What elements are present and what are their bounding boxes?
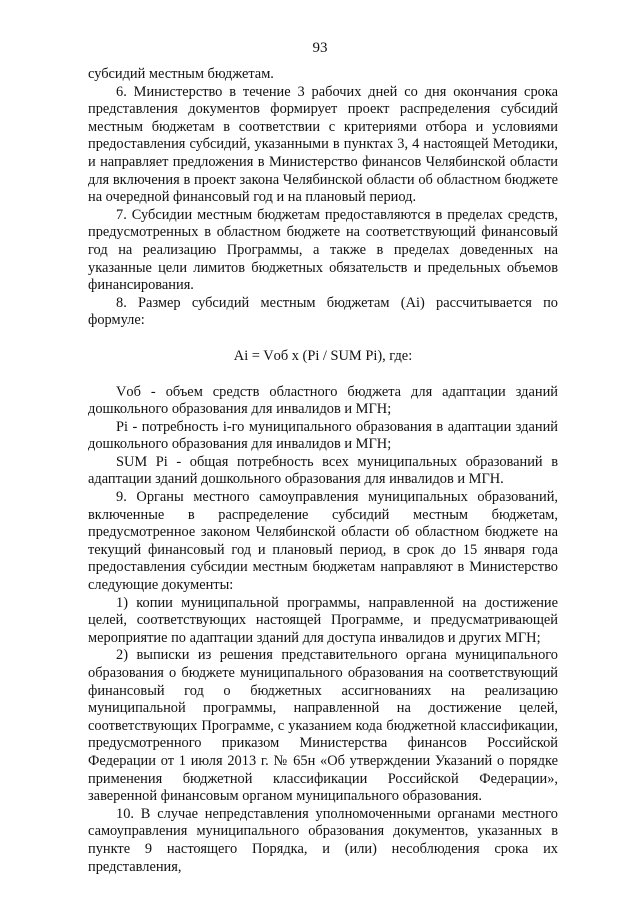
list-item-2: 2) выписки из решения представительного органа муниципального образования о бюджете муниципального образования на соответствующий финансовый год о бюджетных ассигнованиях на реализацию муниципальной программы, направленной на достижение целей, соответствующих Программе, с указанием кода бюджетной классификации, предусмотренного приказом Министерства финансов Российской Федерации от 1 июля 2013 г. № 65н «Об утверждении Указаний о порядке применения бюджетной классификации Российской Федерации», заверенной финансовым органом муниципального образования. xyxy=(88,647,558,805)
paragraph-10: 10. В случае непредставления уполномоченными органами местного самоуправления муниципального образования документов, указанных в пункте 9 настоящего Порядка, и (или) несоблюдения срока их представления, xyxy=(88,805,558,875)
paragraph-continuation: субсидий местным бюджетам. xyxy=(88,66,274,82)
paragraph-9: 9. Органы местного самоуправления муниципальных образований, включенные в распределение субсидий местным бюджетам, предусмотренное законом Челябинской области об областном бюджете на текущий финансовый год и плановый период, в срок до 15 января года предоставления субсидии местным бюджетам направляют в Министерство следующие документы: xyxy=(88,489,558,594)
paragraph-6: 6. Министерство в течение 3 рабочих дней со дня окончания срока представления документов формирует проект распределения субсидий местным бюджетам в соответствии с критериями отбора и условиями предоставления субсидий, указанными в пунктах 3, 4 настоящей Методики, и направляет предложения в Министерство финансов Челябинской области для включения в проект закона Челябинской области об областном бюджете на очередной финансовый год и на плановый период. xyxy=(88,83,558,206)
list-item-1: 1) копии муниципальной программы, направленной на достижение целей, соответствующих настоящей Программе, и предусматривающей мероприятие по адаптации зданий для доступа инвалидов и других МГН; xyxy=(88,594,558,646)
definition-vob: Vоб - объем средств областного бюджета для адаптации зданий дошкольного образования для инвалидов и МГН; xyxy=(88,383,558,418)
definition-sum-pi: SUM Pi - общая потребность всех муниципальных образований в адаптации зданий дошкольного образования для инвалидов и МГН. xyxy=(88,453,558,488)
formula: Ai = Vоб x (Pi / SUM Pi), где: xyxy=(233,347,413,364)
page-number: 93 xyxy=(312,40,328,56)
paragraph-8: 8. Размер субсидий местным бюджетам (Ai) рассчитывается по формуле: xyxy=(88,294,558,329)
document-body xyxy=(88,66,558,876)
definition-pi: Pi - потребность i-го муниципального образования в адаптации зданий дошкольного образования для инвалидов и МГН; xyxy=(88,418,558,453)
paragraph-7: 7. Субсидии местным бюджетам предоставляются в пределах средств, предусмотренных в областном бюджете на соответствующий финансовый год на реализацию Программы, а также в пределах доведенных на указанные цели лимитов бюджетных обязательств и предельных объемов финансирования. xyxy=(88,206,558,294)
